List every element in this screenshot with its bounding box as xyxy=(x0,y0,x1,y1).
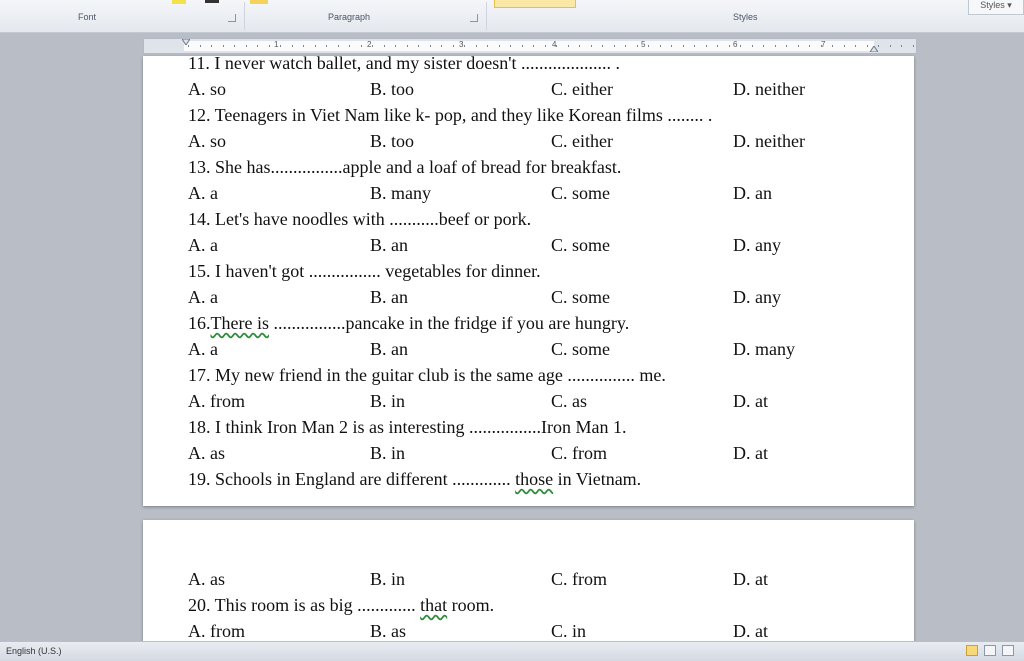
ruler-tick xyxy=(602,45,603,47)
ruler-tick xyxy=(855,45,856,47)
ruler-tick xyxy=(384,45,385,47)
ruler-tick xyxy=(637,45,638,47)
change-styles-button[interactable] xyxy=(968,0,1024,15)
question-20-rest: room. xyxy=(447,595,495,615)
option-d: D. at xyxy=(733,621,768,641)
ruler-tick xyxy=(407,45,408,47)
change-styles-label: Styles xyxy=(980,0,1005,10)
ruler-tick xyxy=(464,45,465,47)
ruler-tick xyxy=(499,45,500,47)
color-swatch-yellow[interactable] xyxy=(172,0,186,4)
question-12-stem: 12. Teenagers in Viet Nam like k- pop, and they like Korean films ........ . xyxy=(188,105,713,125)
ruler-tick xyxy=(648,45,649,47)
ruler-number: 2 xyxy=(367,40,372,49)
ruler-number: 3 xyxy=(459,40,464,49)
option-c: C. some xyxy=(551,287,611,307)
ruler-number: 1 xyxy=(274,40,279,49)
ruler-tick xyxy=(303,45,304,47)
document-page-1[interactable] xyxy=(143,53,914,506)
option-a: A. as xyxy=(188,443,225,463)
option-d: D. at xyxy=(733,443,768,463)
styles-gallery-item[interactable] xyxy=(494,0,576,8)
ruler-tick xyxy=(591,45,592,47)
option-a: A. so xyxy=(188,79,227,99)
option-c: C. either xyxy=(551,131,613,151)
option-d: D. neither xyxy=(733,131,805,151)
option-c: C. from xyxy=(551,443,607,463)
ruler-tick xyxy=(614,45,615,47)
ruler-tick xyxy=(890,45,891,47)
ruler-tick xyxy=(292,45,293,47)
color-swatch-gold[interactable] xyxy=(250,0,268,4)
question-20-lead: 20. This room is as big ............. xyxy=(188,595,421,615)
option-b: B. in xyxy=(370,443,406,463)
option-a: A. so xyxy=(188,131,227,151)
ruler-tick xyxy=(798,45,799,47)
question-19-stem xyxy=(188,468,641,490)
option-b: B. an xyxy=(370,287,408,307)
ruler-tick xyxy=(763,45,764,47)
ruler-tick xyxy=(361,45,362,47)
ruler-tick xyxy=(625,45,626,47)
ruler-tick xyxy=(533,45,534,47)
ruler-tick xyxy=(487,45,488,47)
grammar-flagged-text[interactable]: There is xyxy=(210,313,269,333)
ruler-tick xyxy=(453,45,454,47)
paragraph-group-label: Paragraph xyxy=(328,12,371,22)
option-a: A. from xyxy=(188,391,245,411)
ruler-tick xyxy=(430,45,431,47)
right-indent-marker-icon[interactable] xyxy=(870,46,878,52)
option-d: D. many xyxy=(733,339,795,359)
option-a: A. from xyxy=(188,621,245,641)
option-a: A. as xyxy=(188,569,225,589)
ruler-tick xyxy=(395,45,396,47)
ruler-tick xyxy=(476,45,477,47)
option-c: C. some xyxy=(551,339,611,359)
option-b: B. too xyxy=(370,131,415,151)
option-a: A. a xyxy=(188,339,218,359)
option-c: C. either xyxy=(551,79,613,99)
ruler-tick xyxy=(740,45,741,47)
ruler-tick xyxy=(832,45,833,47)
option-c: C. some xyxy=(551,183,611,203)
ruler-tick xyxy=(545,45,546,47)
ruler-tick xyxy=(694,45,695,47)
language-indicator[interactable]: English (U.S.) xyxy=(6,646,62,656)
option-d: D. an xyxy=(733,183,772,203)
status-bar xyxy=(0,641,1024,661)
option-d: D. at xyxy=(733,569,768,589)
ruler-tick xyxy=(729,45,730,47)
option-d: D. at xyxy=(733,391,768,411)
ruler-tick xyxy=(706,45,707,47)
grammar-flagged-text[interactable]: those xyxy=(515,469,554,489)
full-screen-reading-view-icon[interactable] xyxy=(984,645,996,656)
ruler-tick xyxy=(844,45,845,47)
option-d: D. any xyxy=(733,235,781,255)
styles-group-label: Styles xyxy=(733,12,758,22)
question-20-stem xyxy=(188,594,494,616)
ruler-tick xyxy=(522,45,523,47)
ruler-tick xyxy=(200,45,201,47)
ruler-tick xyxy=(568,45,569,47)
option-b: B. an xyxy=(370,235,408,255)
ribbon-separator xyxy=(486,2,487,30)
ruler-tick xyxy=(671,45,672,47)
option-b: B. too xyxy=(370,79,415,99)
ruler-tick xyxy=(234,45,235,47)
ruler-tick xyxy=(257,45,258,47)
ruler-number: 7 xyxy=(821,40,826,49)
option-c: C. in xyxy=(551,621,587,641)
option-b: B. many xyxy=(370,183,431,203)
option-d: D. neither xyxy=(733,79,805,99)
ruler-number: 4 xyxy=(552,40,557,49)
ruler-tick xyxy=(223,45,224,47)
ruler-tick xyxy=(809,45,810,47)
ruler-tick xyxy=(315,45,316,47)
option-d: D. any xyxy=(733,287,781,307)
chevron-down-icon: ▾ xyxy=(1004,0,1012,10)
ruler-tick xyxy=(660,45,661,47)
ribbon xyxy=(0,0,1024,33)
option-b: B. as xyxy=(370,621,406,641)
question-16-number: 16. xyxy=(188,313,211,333)
ruler-number: 6 xyxy=(733,40,738,49)
question-18-stem: 18. I think Iron Man 2 is as interesting ................Iron Man 1. xyxy=(188,417,627,437)
ruler-tick xyxy=(752,45,753,47)
ruler-tick xyxy=(246,45,247,47)
ruler-tick xyxy=(901,45,902,47)
ruler-tick xyxy=(878,45,879,47)
option-a: A. a xyxy=(188,235,218,255)
font-dialog-launcher-icon[interactable] xyxy=(228,14,236,22)
ruler-tick xyxy=(280,45,281,47)
question-17-stem: 17. My new friend in the guitar club is the same age ............... me. xyxy=(188,365,666,385)
question-15-stem: 15. I haven't got ................ vegetables for dinner. xyxy=(188,261,541,281)
paragraph-dialog-launcher-icon[interactable] xyxy=(470,14,478,22)
option-b: B. an xyxy=(370,339,408,359)
question-16-stem xyxy=(188,312,629,334)
ribbon-separator xyxy=(244,2,245,30)
ruler-tick xyxy=(269,45,270,47)
font-group-label: Font xyxy=(78,12,97,22)
option-a: A. a xyxy=(188,287,218,307)
ruler-tick xyxy=(372,45,373,47)
ruler-tick xyxy=(441,45,442,47)
option-b: B. in xyxy=(370,569,406,589)
ruler-tick xyxy=(786,45,787,47)
option-b: B. in xyxy=(370,391,406,411)
ruler-number: 5 xyxy=(641,40,646,49)
ruler-tick xyxy=(338,45,339,47)
option-c: C. from xyxy=(551,569,607,589)
ruler-tick xyxy=(913,45,914,47)
question-19-rest: in Vietnam. xyxy=(553,469,642,489)
ruler-tick xyxy=(188,45,189,47)
print-layout-view-icon[interactable] xyxy=(966,645,978,656)
question-14-stem: 14. Let's have noodles with ...........beef or pork. xyxy=(188,209,532,229)
document-page-2[interactable] xyxy=(143,520,914,650)
option-c: C. as xyxy=(551,391,587,411)
ruler-tick xyxy=(775,45,776,47)
ruler-text-area xyxy=(184,41,874,51)
ruler-tick xyxy=(326,45,327,47)
ruler-tick xyxy=(349,45,350,47)
question-16-rest: ................pancake in the fridge if you are hungry. xyxy=(268,313,630,333)
ruler-tick xyxy=(683,45,684,47)
ruler-tick xyxy=(717,45,718,47)
option-a: A. a xyxy=(188,183,218,203)
question-19-lead: 19. Schools in England are different ............. xyxy=(188,469,516,489)
ruler-tick xyxy=(418,45,419,47)
question-13-stem: 13. She has................apple and a loaf of bread for breakfast. xyxy=(188,157,622,177)
web-layout-view-icon[interactable] xyxy=(1002,645,1014,656)
ruler-tick xyxy=(211,45,212,47)
ruler-tick xyxy=(510,45,511,47)
grammar-flagged-text[interactable]: that xyxy=(420,595,448,615)
ruler-tick xyxy=(579,45,580,47)
option-c: C. some xyxy=(551,235,611,255)
question-11-stem-partial: 11. I never watch ballet, and my sister doesn't .................... . xyxy=(188,53,620,73)
color-swatch-dark[interactable] xyxy=(205,0,219,3)
ruler-tick xyxy=(867,45,868,47)
